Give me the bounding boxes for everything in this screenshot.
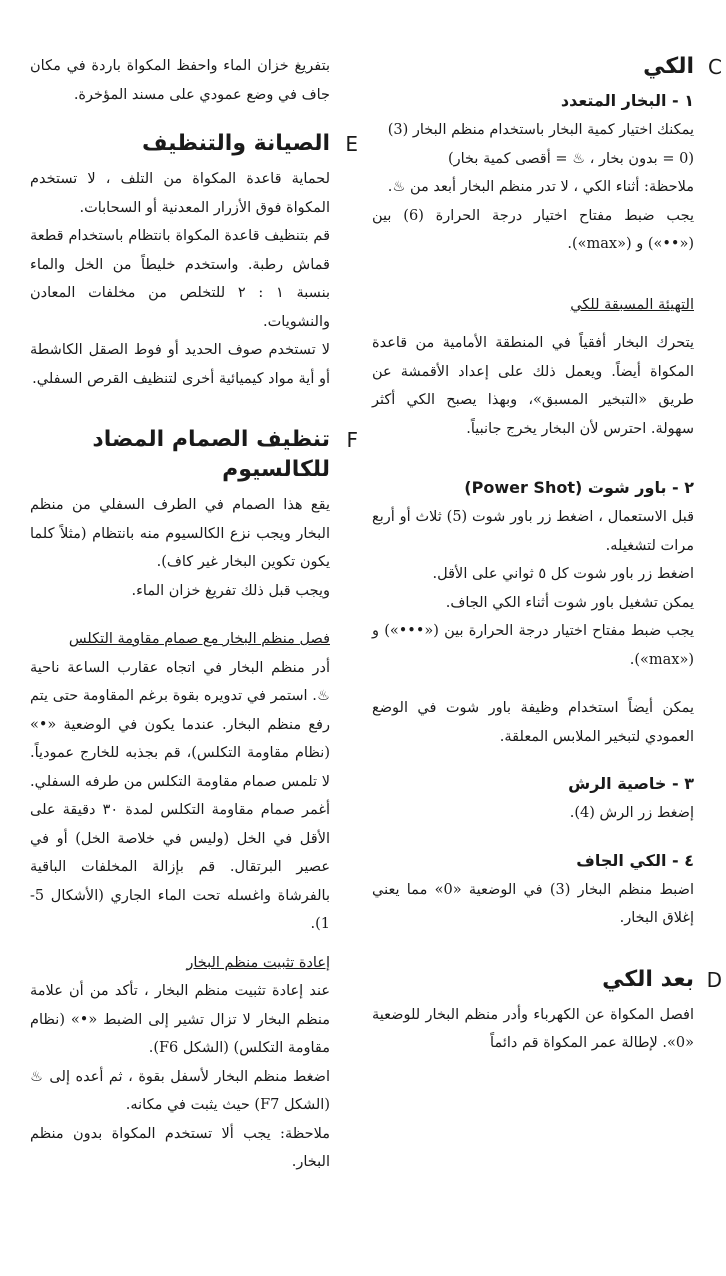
paragraph: لحماية قاعدة المكواة من التلف ، لا تستخدم المكواة فوق الأزرار المعدنية أو السحابات. [30,171,330,216]
left-column [30,52,358,1177]
paragraph: يمكنك اختيار كمية البخار باستخدام منظم البخار (3) [387,122,694,138]
subsection-title-spray: ٣ - خاصية الرش [568,774,694,793]
section-title-anti-calc: تنظيف الصمام المضاد للكالسيوم [92,427,330,482]
section-c [372,52,722,933]
subsection-title-power-shot: ٢ - باور شوت (Power Shot) [464,478,694,497]
paragraph: اضغط منظم البخار لأسفل بقوة ، ثم أعده إلى ♨ (الشكل F7) حيث يثبت في مكانه. [30,1068,330,1113]
paragraph: ملاحظة: أثناء الكي ، لا تدر منظم البخار أبعد من ♨. [387,179,694,195]
section-d [372,965,722,1058]
paragraph: يجب ضبط مفتاح اختيار درجة الحرارة بين («•••») و («max»). [372,623,694,668]
paragraph: لا تستخدم صوف الحديد أو فوط الصقل الكاشطة أو أية مواد كيميائية أخرى لتنظيف القرص السفلي. [30,342,330,387]
paragraph: أدر منظم البخار في اتجاه عقارب الساعة ناحية ♨. استمر في تدويره بقوة برغم المقاومة حتى يتم رفع منظم البخار. عندما يكون في الوضعية «•» (نظام مقاومة التكلس)، قم بجذبه للخارج عمودياً. لا تلمس صمام مقاومة التكلس من طرفه السفلي. أغمر صمام مقاومة التكلس لمدة ٣٠ دقيقة على الأقل في الخل (وليس في خلاصة الخل) أو في عصير البرتقال. قم بإزالة المخلفات الباقية بالفرشاة واغسله تحت الماء الجاري (الأشكال 5-1). [30,659,330,932]
paragraph: ويجب قبل ذلك تفريغ خزان الماء. [131,582,330,599]
section-title-ironing: الكي [643,54,694,79]
paragraph: قبل الاستعمال ، اضغط زر باور شوت (5) ثلاث أو أربع مرات لتشغيله. [372,509,694,554]
paragraph: اضبط منظم البخار (3) في الوضعية «0» مما يعني إغلاق البخار. [372,881,694,926]
paragraph: ملاحظة: يجب ألا تستخدم المكواة بدون منظم البخار. [30,1125,330,1170]
paragraph: يجب ضبط مفتاح اختيار درجة الحرارة (6) بين («••») و («max»). [372,207,694,252]
paragraph: يتحرك البخار أفقياً في المنطقة الأمامية من قاعدة المكواة أيضاً. ويعمل ذلك على إعداد الأقمشة عن طريق «التبخير المسبق»، وبهذا يصبح الكي أكثر سهولة. احترس لأن البخار يخرج جانبياً. [372,335,694,437]
heading-separate-regulator: فصل منظم البخار مع صمام مقاومة التكلس [68,631,330,647]
section-letter-f: F [346,428,358,452]
paragraph: (0 = بدون بخار ، ♨ = أقصى كمية بخار) [447,150,694,167]
paragraph: افصل المكواة عن الكهرباء وأدر منظم البخار للوضعية «0». لإطالة عمر المكواة قم دائماً [372,1006,694,1051]
section-letter-e: E [345,132,358,156]
paragraph: إضغط زر الرش (4). [569,805,694,821]
heading-reinstall-regulator: إعادة تثبيت منظم البخار [186,954,330,971]
paragraph: يمكن أيضاً استخدام وظيفة باور شوت في الوضع العمودي لتبخير الملابس المعلقة. [372,700,694,745]
paragraph: يمكن تشغيل باور شوت أثناء الكي الجاف. [445,594,694,611]
subsection-title-dry-ironing: ٤ - الكي الجاف [576,850,694,870]
paragraph: عند إعادة تثبيت منظم البخار ، تأكد من أن علامة منظم البخار لا تزال تشير إلى الضبط «•» (نظام مقاومة التكلس) (الشكل F6). [30,983,330,1056]
paragraph: قم بتنظيف قاعدة المكواة بانتظام باستخدام قطعة قماش رطبة. واستخدم خليطاً من الخل والماء بنسبة ١ : ٢ للتخلص من مخلفات المعادن والنشويات. [30,228,331,330]
paragraph-continuation: بتفريغ خزان الماء واحفظ المكواة باردة في مكان جاف في وضع عمودي على مسند المؤخرة. [30,58,330,103]
section-title-maintenance: الصيانة والتنظيف [141,131,330,156]
heading-preheat: التهيئة المسبقة للكي [570,296,694,313]
subsection-title-steam: ١ - البخار المتعدد [560,91,694,110]
paragraph: يقع هذا الصمام في الطرف السفلي من منظم البخار ويجب نزع الكالسيوم منه بانتظام (مثلاً كلما يكون تكوين البخار غير كاف). [30,497,330,570]
section-letter-d: D [706,967,722,992]
section-f [30,425,358,1177]
section-title-after-ironing: بعد الكي [602,966,694,992]
paragraph: اضغط زر باور شوت كل ٥ ثواني على الأقل. [432,566,694,582]
right-column [372,52,722,1058]
section-e [30,129,358,393]
section-letter-c: C [708,55,722,79]
